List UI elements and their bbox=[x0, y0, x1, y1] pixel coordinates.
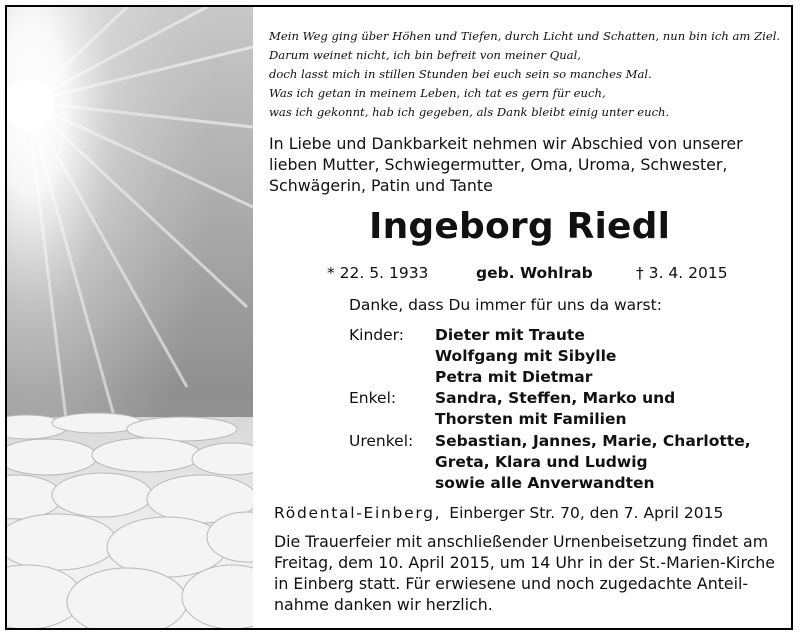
family-member: Petra mit Dietmar bbox=[435, 368, 593, 386]
thanks-line: Danke, dass Du immer für uns da warst: bbox=[349, 296, 662, 314]
intro-line: Schwägerin, Patin und Tante bbox=[269, 176, 493, 195]
poem-line: doch lasst mich in stillen Stunden bei euch sein so manches Mal. bbox=[269, 67, 652, 81]
great-grandchildren-list bbox=[435, 431, 751, 494]
poem-line: Was ich getan in meinem Leben, ich tat es gern für euch, bbox=[269, 86, 606, 100]
maiden-name: geb. Wohlrab bbox=[476, 264, 593, 282]
funeral-notice bbox=[274, 531, 789, 615]
family-member: Wolfgang mit Sibylle bbox=[435, 347, 617, 365]
intro-line: In Liebe und Dankbarkeit nehmen wir Abschied von unserer bbox=[269, 134, 743, 153]
great-grandchildren-label: Urenkel: bbox=[349, 432, 414, 450]
funeral-line: Die Trauerfeier mit anschließender Urnenbeisetzung findet am bbox=[274, 532, 769, 551]
poem-line: Mein Weg ging über Höhen und Tiefen, durch Licht und Schatten, nun bin ich am Ziel. bbox=[269, 29, 781, 43]
address-date: Einberger Str. 70, den 7. April 2015 bbox=[449, 504, 724, 522]
deceased-name: Ingeborg Riedl bbox=[369, 206, 671, 247]
grandchildren-label: Enkel: bbox=[349, 389, 397, 407]
children-list bbox=[435, 325, 616, 388]
sky-clouds-photo bbox=[7, 7, 253, 628]
intro-text bbox=[269, 133, 789, 196]
family-member: Dieter mit Traute bbox=[435, 326, 585, 344]
funeral-line: nahme danken wir herzlich. bbox=[274, 595, 493, 614]
obituary-frame bbox=[5, 5, 793, 630]
family-member: Thorsten mit Familien bbox=[435, 410, 627, 428]
death-date: † 3. 4. 2015 bbox=[636, 264, 728, 282]
poem bbox=[269, 27, 789, 122]
obituary-content bbox=[269, 7, 783, 628]
intro-line: lieben Mutter, Schwiegermutter, Oma, Uroma, Schwester, bbox=[269, 155, 728, 174]
grandchildren-list bbox=[435, 388, 675, 430]
children-label: Kinder: bbox=[349, 326, 404, 344]
poem-line: Darum weinet nicht, ich bin befreit von meiner Qual, bbox=[269, 48, 581, 62]
birth-date: * 22. 5. 1933 bbox=[327, 264, 429, 282]
poem-line: was ich gekonnt, hab ich gegeben, als Dank bleibt einig unter euch. bbox=[269, 105, 670, 119]
town: Rödental-Einberg, bbox=[274, 504, 442, 522]
funeral-line: Freitag, dem 10. April 2015, um 14 Uhr in der St.-Marien-Kirche bbox=[274, 553, 776, 572]
family-member: Greta, Klara und Ludwig bbox=[435, 453, 648, 471]
family-member: Sebastian, Jannes, Marie, Charlotte, bbox=[435, 432, 751, 450]
family-member: Sandra, Steffen, Marko und bbox=[435, 389, 676, 407]
family-member: sowie alle Anverwandten bbox=[435, 474, 655, 492]
place-date bbox=[274, 502, 723, 524]
funeral-line: in Einberg statt. Für erwiesene und noch zugedachte Anteil- bbox=[274, 574, 749, 593]
